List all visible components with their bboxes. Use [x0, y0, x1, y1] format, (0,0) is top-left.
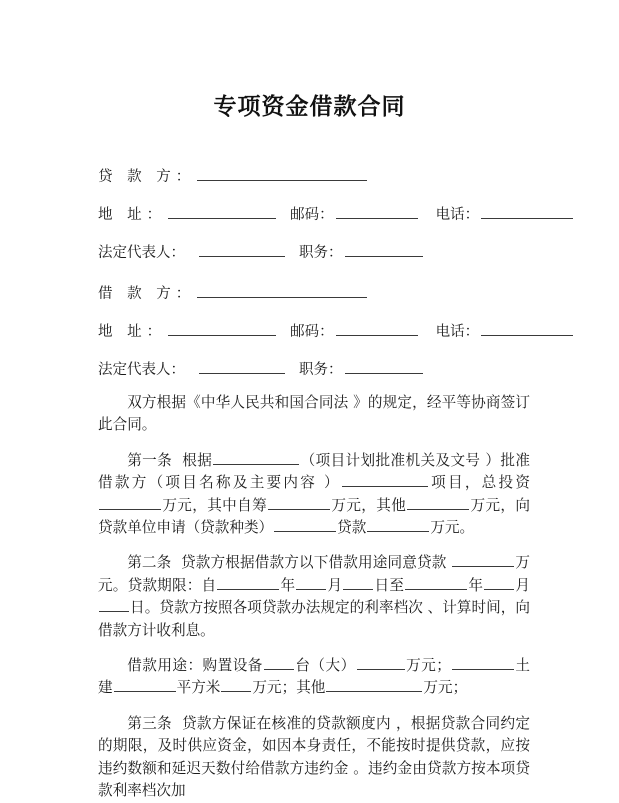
borrower-address-blank[interactable]	[168, 321, 276, 336]
borrower-zip-label: 邮码：	[290, 324, 334, 340]
article-2-blank-end-year[interactable]	[405, 576, 467, 590]
loan-purpose-paragraph	[98, 655, 530, 700]
lender-position-blank[interactable]	[345, 242, 423, 257]
article-1-text-6: 万元，向贷款单位申请（贷款种类）	[98, 496, 530, 537]
borrower-zip-blank[interactable]	[336, 321, 418, 336]
lender-name-row	[98, 166, 530, 204]
article-2-blank-end-day[interactable]	[99, 598, 129, 612]
article-2-text-5: 日至	[374, 576, 405, 594]
article-1-blank-loan-amount[interactable]	[367, 518, 429, 532]
lender-party-block	[98, 166, 530, 280]
loan-purpose-blank-construction[interactable]	[452, 656, 514, 670]
lender-name-label: 贷 款 方：	[98, 169, 196, 185]
article-2-text-8: 日。贷款方按照各项贷款办法规定的利率档次 、计算时间，向借款方计收利息。	[98, 599, 530, 639]
article-1-blank-project-name[interactable]	[342, 473, 428, 487]
article-1-text-5: 万元，其他	[331, 496, 407, 514]
lender-position-label: 职务：	[299, 245, 343, 261]
borrower-tel-blank[interactable]	[481, 321, 573, 336]
loan-purpose-blank-other[interactable]	[326, 678, 422, 692]
loan-purpose-blank-area-amount[interactable]	[221, 678, 251, 692]
preamble-paragraph	[98, 392, 530, 437]
lender-rep-blank[interactable]	[199, 242, 285, 257]
preamble-text: 双方根据《中华人民共和国合同法 》的规定，经平等协商签订此合同。	[98, 394, 530, 434]
article-2-blank-start-day[interactable]	[343, 576, 373, 590]
article-3-paragraph	[98, 713, 530, 803]
article-2-text-2: 万元。贷款期限：自	[98, 554, 530, 594]
borrower-rep-label: 法定代表人：	[98, 362, 185, 378]
borrower-address-row	[98, 321, 530, 359]
article-3-heading: 第三条	[127, 714, 172, 732]
borrower-rep-blank[interactable]	[199, 359, 285, 374]
article-2-text-6: 年	[468, 576, 484, 594]
page-title: 专项资金借款合同	[213, 93, 406, 120]
lender-name-blank[interactable]	[197, 166, 367, 181]
lender-tel-blank[interactable]	[481, 204, 573, 219]
lender-zip-label: 邮码：	[290, 207, 334, 223]
borrower-name-row	[98, 283, 530, 321]
article-2-blank-end-month[interactable]	[484, 576, 514, 590]
contract-body	[98, 392, 530, 803]
lender-rep-label: 法定代表人：	[98, 245, 185, 261]
article-1-text-8: 万元。	[430, 519, 475, 537]
lender-address-blank[interactable]	[168, 204, 276, 219]
loan-purpose-blank-equipment-amount[interactable]	[357, 656, 405, 670]
article-2-paragraph	[98, 552, 530, 642]
article-1-text-1: 根据	[182, 451, 213, 469]
borrower-party-block	[98, 283, 530, 397]
article-2-text-3: 年	[280, 576, 296, 594]
article-1-blank-approval-doc[interactable]	[213, 451, 299, 465]
article-1-blank-self-raised[interactable]	[268, 496, 330, 510]
lender-zip-blank[interactable]	[336, 204, 418, 219]
lender-address-row	[98, 204, 530, 242]
loan-purpose-text-4: 土建	[98, 657, 530, 697]
borrower-position-blank[interactable]	[345, 359, 423, 374]
loan-purpose-text-5: 平方米	[176, 679, 221, 697]
article-3-text-1: 贷款方保证在核准的贷款额度内 ，根据贷款合同约定的期限，及时供应资金，如因本身责任，不能按时提供贷款，应按违约数额和延迟天数付给借款方违约金 。违约金由贷款方按本项贷款利率档次加	[98, 714, 530, 800]
article-2-heading: 第二条	[127, 554, 172, 572]
article-2-text-7: 月	[515, 576, 530, 594]
lender-rep-row	[98, 242, 530, 280]
loan-purpose-blank-equipment-count[interactable]	[264, 656, 294, 670]
article-1-text-3: 项目，总投资	[428, 474, 530, 492]
loan-purpose-text-2: 台（大）	[294, 657, 356, 675]
lender-tel-label: 电话：	[435, 207, 480, 223]
article-1-text-7: 贷款	[337, 519, 367, 537]
loan-purpose-text-6: 万元；其他	[252, 679, 326, 697]
borrower-name-blank[interactable]	[197, 283, 367, 298]
borrower-address-label: 地 址：	[98, 324, 167, 340]
borrower-name-label: 借 款 方：	[98, 286, 196, 302]
loan-purpose-text-3: 万元；	[405, 657, 451, 675]
article-1-blank-loan-type[interactable]	[274, 518, 336, 532]
loan-purpose-text-1: 借款用途：购置设备	[127, 657, 263, 675]
borrower-tel-label: 电话：	[435, 324, 480, 340]
lender-address-label: 地 址：	[98, 207, 167, 223]
article-1-heading: 第一条	[127, 451, 173, 469]
article-1-text-4: 万元，其中自筹	[162, 496, 268, 514]
article-2-text-4: 月	[327, 576, 343, 594]
article-2-blank-amount[interactable]	[452, 553, 514, 567]
loan-purpose-blank-area[interactable]	[114, 678, 176, 692]
article-1-text-2: （项目计划批准机关及文号 ）批准借款方（项目名称及主要内容 ）	[98, 451, 530, 492]
article-2-text-1: 贷款方根据借款方以下借款用途同意贷款	[181, 554, 447, 572]
article-2-blank-start-month[interactable]	[296, 576, 326, 590]
article-2-blank-start-year[interactable]	[217, 576, 279, 590]
article-1-blank-other[interactable]	[407, 496, 469, 510]
loan-purpose-text-7: 万元；	[423, 679, 468, 697]
borrower-position-label: 职务：	[299, 362, 343, 378]
article-1-blank-total-investment[interactable]	[99, 496, 161, 510]
article-1-paragraph	[98, 450, 530, 540]
